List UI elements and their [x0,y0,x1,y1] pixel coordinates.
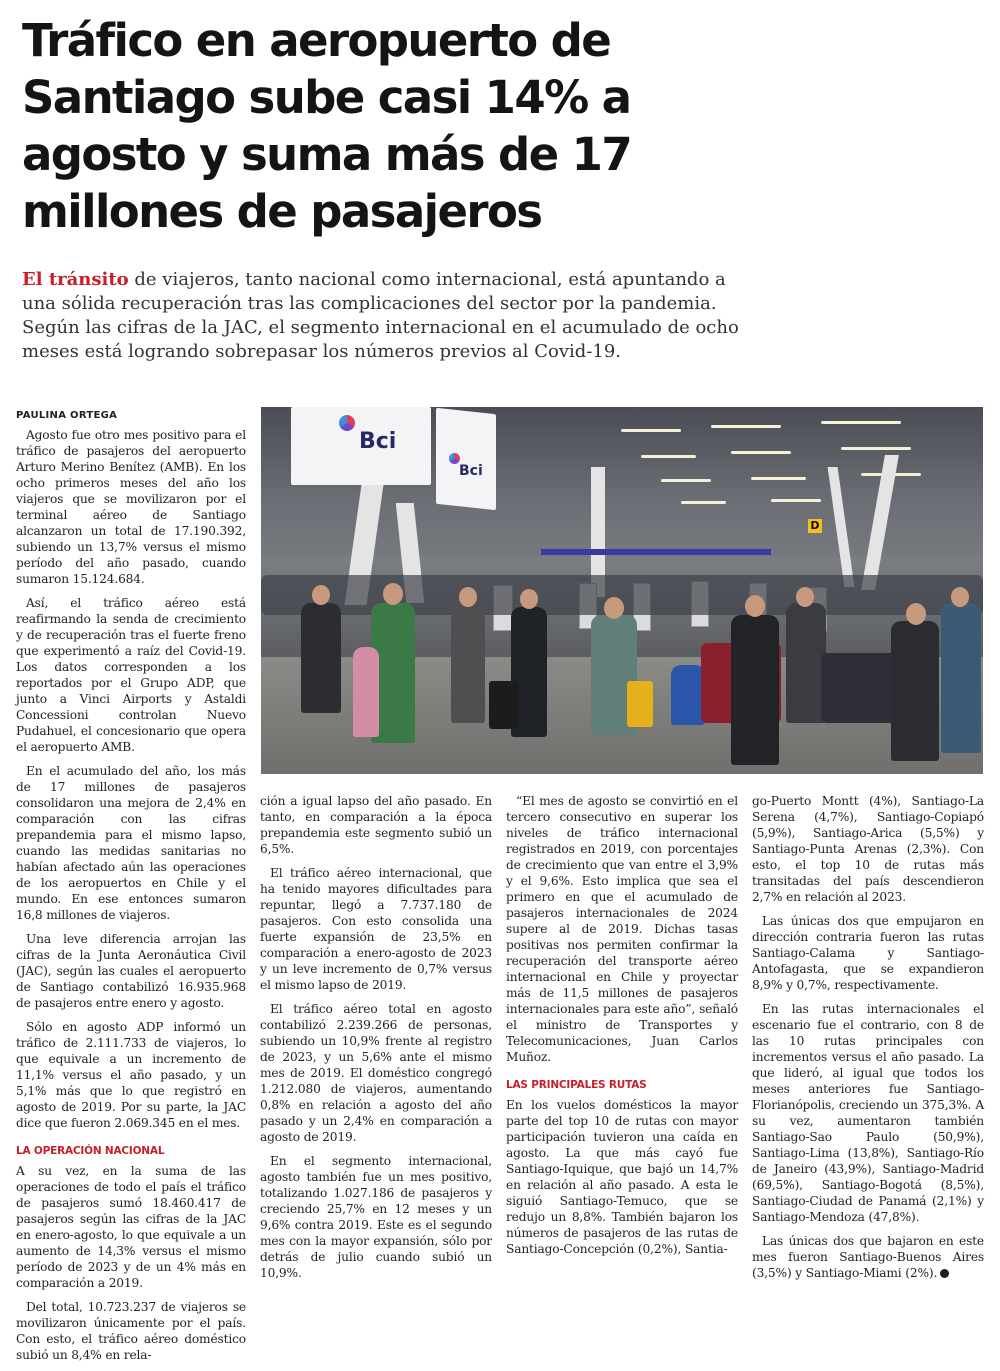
paragraph: Así, el tráfico aéreo está reafirmando la senda de crecimiento y de recuperación tras el fuerte freno que experimentó a raíz del Covid-19. Los datos corresponden a los reportados por el Grupo ADP, que junto a Vinci Airports y Astaldi Concessioni controlan Nuevo Pudahuel, el concesionario que opera el aeropuerto AMB. [16,596,246,754]
paragraph: “El mes de agosto se convirtió en el tercero consecutivo en superar los niveles de tráfico internacional registrados en 2019, con porcentajes de crecimiento que van entre el 3,9% y el 9,6%. Esto implica que sea el primero en que el acumulado de pasajeros internacionales de 2024 supere al de 2019. Dichas tasas positivas nos permiten confirmar la recuperación del transporte aéreo internacional en Chile y proyectar más de 11,5 millones de pasajeros internacionales para este año”, señaló el ministro de Transportes y Telecomunicaciones, Juan Carlos Muñoz. [506,794,738,1064]
article-column-4 [752,793,984,1289]
bci-logo-icon [339,415,355,431]
traveler-head [906,603,926,625]
end-of-article-icon [940,1269,949,1278]
bci-banner-label: Bci [359,429,397,454]
seated-child [671,665,705,725]
traveler [786,603,826,723]
paragraph: Una leve diferencia arrojan las cifras de la Junta Aeronáutica Civil (JAC), según las cuales el aeropuerto de Santiago contabilizó 16.935.968 de pasajeros entre enero y agosto. [16,932,246,1010]
traveler-head [604,597,624,619]
paragraph: go-Puerto Montt (4%), Santiago-La Serena (4,7%), Santiago-Copiapó (5,9%), Santiago-Arica (5,5%) y Santiago-Punta Arenas (2,3%). Con esto, el top 10 de rutas más transitadas del país descendieron 2,7% en relación al 2023. [752,794,984,904]
child-traveler [353,647,379,737]
paragraph: Agosto fue otro mes positivo para el tráfico de pasajeros del aeropuerto Arturo Merino Benítez (AMB). En los ocho primeros meses del año los viajeros que se movilizaron por el terminal aéreo de Santiago alcanzaron un total de 17.190.392, subiendo un 13,7% versus el mismo período del año pasado, cuando sumaron 15.124.684. [16,428,246,586]
article-column-1 [16,408,246,1371]
ceiling-light [771,499,821,502]
paragraph: En las rutas internacionales el escenario fue el contrario, con 8 de las 10 rutas principales con incrementos versus el año pasado. La que lideró, al igual que todos los meses anteriores fue Santiago-Florianópolis, creciendo un 375,3%. A su vez, aumentaron también Santiago-Sao Paulo (50,9%), Santiago-Lima (13,8%), Santiago-Río de Janeiro (43,9%), Santiago-Madrid (69,5%), Santiago-Bogotá (8,5%), Santiago-Ciudad de Panamá (2,1%) y Santiago-Mendoza (47,8%). [752,1002,984,1224]
traveler-head [459,587,477,607]
ceiling-light [731,451,791,454]
bci-banner-side [436,408,496,510]
paragraph: En los vuelos domésticos la mayor parte del top 10 de rutas con mayor participación tuvieron una caída en agosto. La que más cayó fue Santiago-Iquique, que bajó un 14,7% en relación al año pasado. A esta le siguió Santiago-Temuco, que se redujo un 8,8%. También bajaron los números de pasajeros de las rutas de Santiago-Concepción (0,2%), Santia- [506,1098,738,1256]
paragraph: El tráfico aéreo total en agosto contabilizó 2.239.266 de personas, subiendo un 10,9% frente al registro de 2023, y un 5,6% ante el mismo mes de 2019. El doméstico congregó 1.212.080 de viajeros, aumentando 0,8% en relación a agosto del año pasado y un 2,4% en comparación a agosto de 2019. [260,1002,492,1144]
checkin-counter-signs [541,549,771,555]
lede [22,268,742,364]
final-paragraph-text: Las únicas dos que bajaron en este mes fueron Santiago-Buenos Aires (3,5%) y Santiago-Miami (2%). [752,1234,984,1280]
suitcase [627,681,653,727]
traveler [731,615,779,765]
ceiling-light [661,479,711,482]
traveler [891,621,939,761]
article-column-2 [260,793,492,1289]
paragraph: Sólo en agosto ADP informó un tráfico de 2.111.733 de viajeros, lo que equivale a un incremento de 11,1% versus el año pasado, y un 5,1% más que lo que registró en agosto de 2019. Por su parte, la JAC dice que fueron 2.069.345 en el mes. [16,1020,246,1130]
traveler-head [951,587,969,607]
paragraph: El tráfico aéreo internacional, que ha tenido mayores dificultades para repuntar, llegó a 7.737.180 de pasajeros. Con esto consolida una fuerte expansión de 23,5% en comparación a enero-agosto de 2023 y un leve incremento de 0,7% versus el mismo lapso de 2019. [260,866,492,992]
bci-side-label: Bci [459,463,483,479]
ceiling-light [821,421,901,424]
traveler-head [796,587,814,607]
ceiling-light [751,477,806,480]
byline: PAULINA ORTEGA [16,410,118,421]
paragraph: Del total, 10.723.237 de viajeros se movilizaron únicamente por el país. Con esto, el tráfico aéreo doméstico subió un 8,4% en rela- [16,1300,246,1362]
section-subhead: LAS PRINCIPALES RUTAS [506,1079,647,1091]
paragraph: ción a igual lapso del año pasado. En tanto, en comparación a la época prepandemia este segmento subió un 6,5%. [260,794,492,856]
traveler [301,603,341,713]
suitcase [489,681,519,729]
traveler [941,603,981,753]
ceiling-light [641,455,696,458]
lede-lead-in: El tránsito [22,269,129,290]
paragraph: En el acumulado del año, los más de 17 millones de pasajeros consolidaron una mejora de 2,4% en comparación con las cifras prepandemia para el mismo lapso, cuando las medidas sanitarias no habían afectado aún las operaciones de los aeropuertos en Chile y el mundo. En ese entonces sumaron 16,8 millones de viajeros. [16,764,246,922]
paragraph: En el segmento internacional, agosto también fue un mes positivo, totalizando 1.027.186 de pasajeros y creciendo 25,7% en 12 meses y un 9,6% contra 2019. Este es el segundo mes con la mayor expansión, sólo por detrás de julio cuando subió un 10,9%. [260,1154,492,1280]
ceiling-light [681,501,726,504]
traveler-head [520,589,538,609]
paragraph-final [752,1233,984,1281]
traveler-head [312,585,330,605]
paragraph: Las únicas dos que empujaron en dirección contraria fueron las rutas Santiago-Calama y Santiago-Antofagasta, que se expandieron 8,9% y 0,7%, respectivamente. [752,914,984,992]
airport-terminal-photo [261,407,983,774]
ceiling-light [841,447,911,450]
article-column-3 [506,793,738,1265]
paragraph: A su vez, en la suma de las operaciones de todo el país el tráfico de pasajeros sumó 18.460.417 de pasajeros según las cifras de la JAC en enero-agosto, lo que equivale a un aumento de 14,3% versus el mismo período de 2023 y de un 4% más en comparación a 2019. [16,1164,246,1290]
lede-text: de viajeros, tanto nacional como internacional, está apuntando a una sólida recuperación tras las complicaciones del sector por la pandemia. Según las cifras de la JAC, el segmento internacional en el acumulado de ocho meses está logrando sobrepasar los números previos al Covid-19. [22,269,739,362]
section-subhead: LA OPERACIÓN NACIONAL [16,1145,165,1157]
headline: Tráfico en aeropuerto de Santiago sube casi 14% a agosto y suma más de 17 millones de pasajeros [22,14,632,238]
traveler-head [383,583,403,605]
traveler [451,605,485,723]
traveler-head [745,595,765,617]
gate-sign: D [808,519,822,533]
ceiling-light [621,429,681,432]
ceiling-light [711,425,781,428]
